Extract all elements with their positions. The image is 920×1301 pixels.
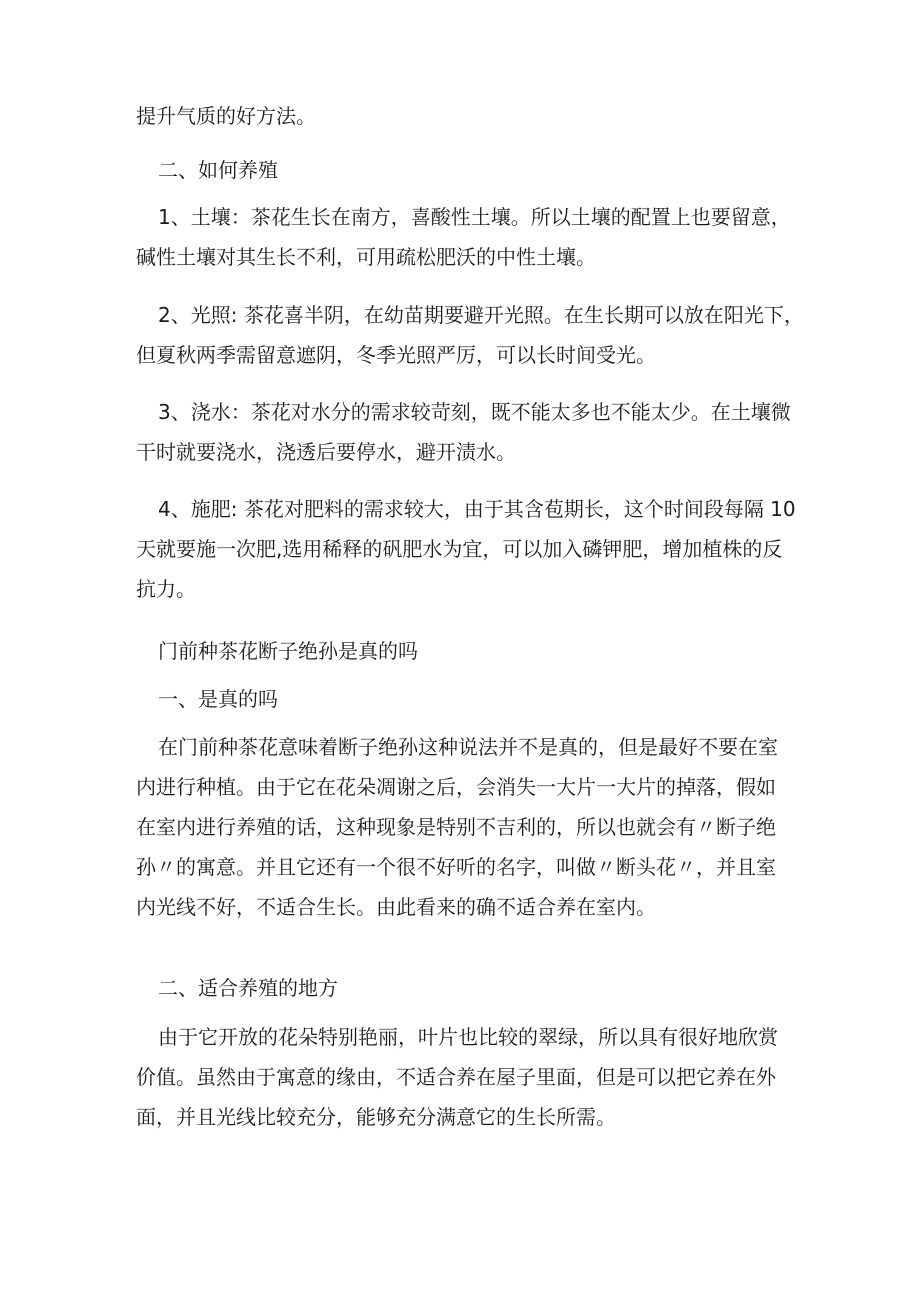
text-line: 但夏秋两季需留意遮阴，冬季光照严厉，可以长时间受光。 <box>136 343 656 367</box>
heading-text: 门前种茶花断子绝孙是真的吗 <box>158 639 418 663</box>
text-line: 2、光照: 茶花喜半阴，在幼苗期要避开光照。在生长期可以放在阳光下， <box>158 303 804 327</box>
text-line: 在室内进行养殖的话，这种现象是特别不吉利的，所以也就会有〃断子绝 <box>136 815 776 839</box>
text-line: 干时就要浇水，浇透后要停水，避开渍水。 <box>136 440 516 464</box>
text-line: 孙〃的寓意。并且它还有一个很不好听的名字，叫做〃断头花〃，并且室 <box>136 855 776 879</box>
heading-suitable-place <box>136 968 338 1008</box>
paragraph-soil <box>136 197 791 277</box>
paragraph-watering <box>136 392 791 472</box>
heading-how-to-raise <box>136 150 278 190</box>
text-line: 面，并且光线比较充分，能够充分满意它的生长所需。 <box>136 1105 616 1129</box>
text-line: 碱性土壤对其生长不利，可用疏松肥沃的中性土壤。 <box>136 245 596 269</box>
text-line: 在门前种茶花意味着断子绝孙这种说法并不是真的，但是最好不要在室 <box>158 735 778 759</box>
text-line: 内进行种植。由于它在花朵凋谢之后，会消失一大片一大片的掉落，假如 <box>136 775 776 799</box>
text-line: 价值。虽然由于寓意的缘由，不适合养在屋子里面，但是可以把它养在外 <box>136 1065 776 1089</box>
paragraph-explanation <box>136 727 778 927</box>
text-line: 提升气质的好方法。 <box>136 104 316 128</box>
text-line: 抗力。 <box>136 577 196 601</box>
text-line: 3、浇水：茶花对水分的需求较苛刻，既不能太多也不能太少。在土壤微 <box>158 400 791 424</box>
paragraph-fertilizing <box>136 489 796 609</box>
text-line: 1、土壤：茶花生长在南方，喜酸性土壤。所以土壤的配置上也要留意， <box>158 205 791 229</box>
paragraph-intro-end <box>136 96 316 136</box>
heading-text: 二、适合养殖的地方 <box>158 976 338 1000</box>
heading-text: 二、如何养殖 <box>158 158 278 182</box>
text-line: 内光线不好，不适合生长。由此看来的确不适合养在室内。 <box>136 895 656 919</box>
heading-text: 一、是真的吗 <box>158 687 278 711</box>
section-title <box>136 631 418 671</box>
heading-is-it-true <box>136 679 278 719</box>
text-line: 由于它开放的花朵特别艳丽，叶片也比较的翠绿，所以具有很好地欣赏 <box>158 1025 778 1049</box>
paragraph-light <box>136 295 804 375</box>
text-line: 天就要施一次肥,选用稀释的矾肥水为宜，可以加入磷钾肥，增加植株的反 <box>136 537 783 561</box>
paragraph-suitable-place <box>136 1017 778 1137</box>
text-line: 4、施肥: 茶花对肥料的需求较大，由于其含苞期长，这个时间段每隔 10 <box>158 497 796 521</box>
